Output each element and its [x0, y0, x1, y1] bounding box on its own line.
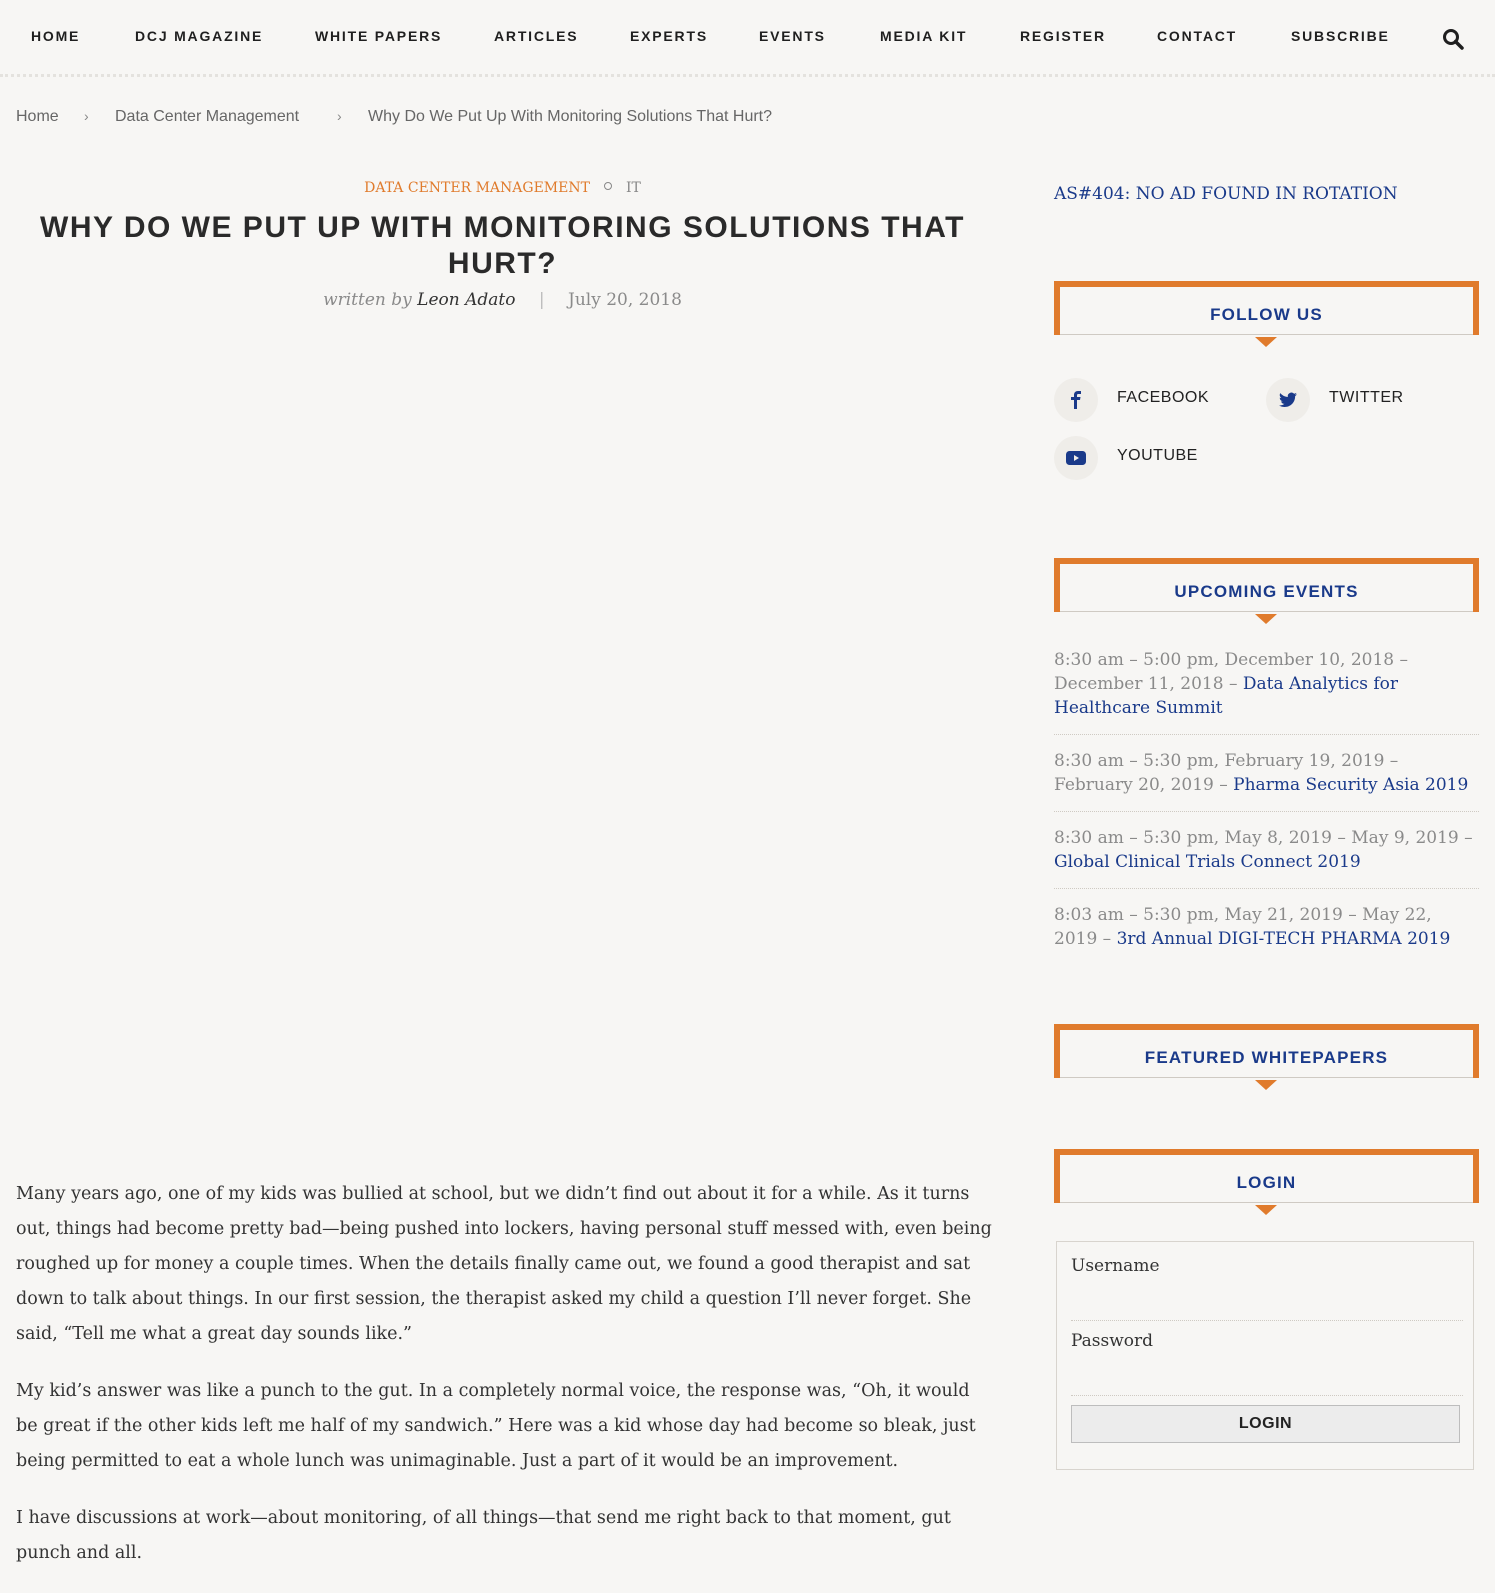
- nav-item-register[interactable]: REGISTER: [1020, 28, 1106, 44]
- event-time: 8:30 am – 5:00 pm, December 10, 2018 – December 11, 2018: [1054, 650, 1409, 694]
- author-link[interactable]: Leon Adato: [417, 290, 516, 310]
- category-link-it[interactable]: IT: [625, 180, 641, 196]
- event-link[interactable]: Data Analytics for Healthcare Summit: [1054, 674, 1398, 718]
- event-link[interactable]: 3rd Annual DIGI-TECH PHARMA 2019: [1116, 929, 1451, 949]
- featured-whitepapers-title: FEATURED WHITEPAPERS: [1060, 1030, 1473, 1078]
- login-form: [1056, 1241, 1474, 1470]
- event-item: [1054, 903, 1479, 965]
- search-icon[interactable]: [1442, 28, 1464, 50]
- facebook-icon: [1054, 378, 1098, 422]
- social-label: FACEBOOK: [1117, 389, 1210, 406]
- ad-placeholder-link[interactable]: AS#404: NO AD FOUND IN ROTATION: [1054, 184, 1398, 204]
- chevron-right-icon: ›: [337, 108, 342, 124]
- youtube-icon: [1054, 436, 1098, 480]
- social-label: YOUTUBE: [1117, 447, 1198, 464]
- article-paragraph: Many years ago, one of my kids was bullied at school, but we didn’t find out about it for a while. As it turns out, things had become pretty bad—being pushed into lockers, having personal stuff messed with, even being roughed up for money a couple times. When the details finally came out, we found a good therapist and sat down to talk about things. In our first session, the therapist asked my child a question I’ll never forget. She said, “Tell me what a great day sounds like.”: [16, 1184, 992, 1344]
- nav-item-media-kit[interactable]: MEDIA KIT: [880, 28, 968, 44]
- article-body: [16, 1177, 996, 1593]
- login-title: LOGIN: [1060, 1155, 1473, 1203]
- upcoming-events-title: UPCOMING EVENTS: [1060, 564, 1473, 612]
- top-navigation: [0, 0, 1495, 77]
- event-time: 8:30 am – 5:30 pm, May 8, 2019 – May 9, 2019: [1054, 828, 1459, 848]
- breadcrumb-current: Why Do We Put Up With Monitoring Solutions That Hurt?: [368, 108, 773, 125]
- nav-item-dcj-magazine[interactable]: DCJ MAGAZINE: [135, 28, 264, 44]
- twitter-icon: [1266, 378, 1310, 422]
- event-item: [1054, 826, 1479, 889]
- follow-us-title: FOLLOW US: [1060, 287, 1473, 335]
- category-separator-icon: [604, 182, 612, 190]
- follow-us-widget-title: [1054, 281, 1479, 335]
- social-label: TWITTER: [1329, 389, 1404, 406]
- post-categories: [0, 180, 1005, 196]
- password-label: Password: [1071, 1331, 1154, 1351]
- login-widget-title: [1054, 1149, 1479, 1203]
- widget-title-arrow-icon: [1255, 1080, 1277, 1090]
- events-list: [1054, 648, 1479, 979]
- event-item: [1054, 749, 1479, 812]
- widget-title-arrow-icon: [1255, 614, 1277, 624]
- event-separator: –: [1223, 674, 1243, 694]
- widget-title-arrow-icon: [1255, 337, 1277, 347]
- breadcrumb-category[interactable]: Data Center Management: [115, 108, 300, 125]
- event-link[interactable]: Global Clinical Trials Connect 2019: [1054, 852, 1361, 872]
- byline-divider: |: [538, 290, 545, 310]
- password-input[interactable]: [1071, 1363, 1463, 1396]
- nav-item-experts[interactable]: EXPERTS: [630, 28, 708, 44]
- login-button[interactable]: LOGIN: [1071, 1405, 1460, 1443]
- post-byline: [0, 290, 1005, 310]
- event-time: 8:30 am – 5:30 pm, February 19, 2019 – February 20, 2019: [1054, 751, 1399, 795]
- event-separator: –: [1458, 828, 1473, 848]
- upcoming-events-widget-title: [1054, 558, 1479, 612]
- breadcrumb-home[interactable]: Home: [16, 108, 59, 125]
- written-by-label: written by: [323, 290, 412, 310]
- nav-item-events[interactable]: EVENTS: [759, 28, 826, 44]
- page-title: WHY DO WE PUT UP WITH MONITORING SOLUTIONS THAT HURT?: [40, 211, 965, 280]
- event-link[interactable]: Pharma Security Asia 2019: [1233, 775, 1469, 795]
- nav-item-white-papers[interactable]: WHITE PAPERS: [315, 28, 443, 44]
- event-item: [1054, 648, 1479, 735]
- article-paragraph: I have discussions at work—about monitoring, of all things—that send me right back to that moment, gut punch and all.: [16, 1508, 951, 1563]
- widget-title-arrow-icon: [1255, 1205, 1277, 1215]
- username-label: Username: [1071, 1256, 1160, 1276]
- nav-item-subscribe[interactable]: SUBSCRIBE: [1291, 28, 1390, 44]
- nav-item-articles[interactable]: ARTICLES: [494, 28, 579, 44]
- event-separator: –: [1097, 929, 1117, 949]
- username-input[interactable]: [1071, 1288, 1463, 1321]
- nav-item-contact[interactable]: CONTACT: [1157, 28, 1237, 44]
- event-separator: –: [1213, 775, 1234, 795]
- event-time: 8:03 am – 5:30 pm, May 21, 2019 – May 22, 2019: [1054, 905, 1432, 949]
- category-link-data-center-management[interactable]: DATA CENTER MANAGEMENT: [364, 180, 590, 196]
- article-paragraph: My kid’s answer was like a punch to the gut. In a completely normal voice, the response was, “Oh, it would be great if the other kids left me half of my sandwich.” Here was a kid whose day had become so bleak, just being permitted to eat a whole lunch was unimaginable. Just a part of it would be an improvement.: [16, 1381, 976, 1471]
- featured-whitepapers-widget-title: [1054, 1024, 1479, 1078]
- nav-item-home[interactable]: HOME: [31, 28, 81, 44]
- chevron-right-icon: ›: [84, 108, 89, 124]
- post-date: July 20, 2018: [568, 290, 682, 310]
